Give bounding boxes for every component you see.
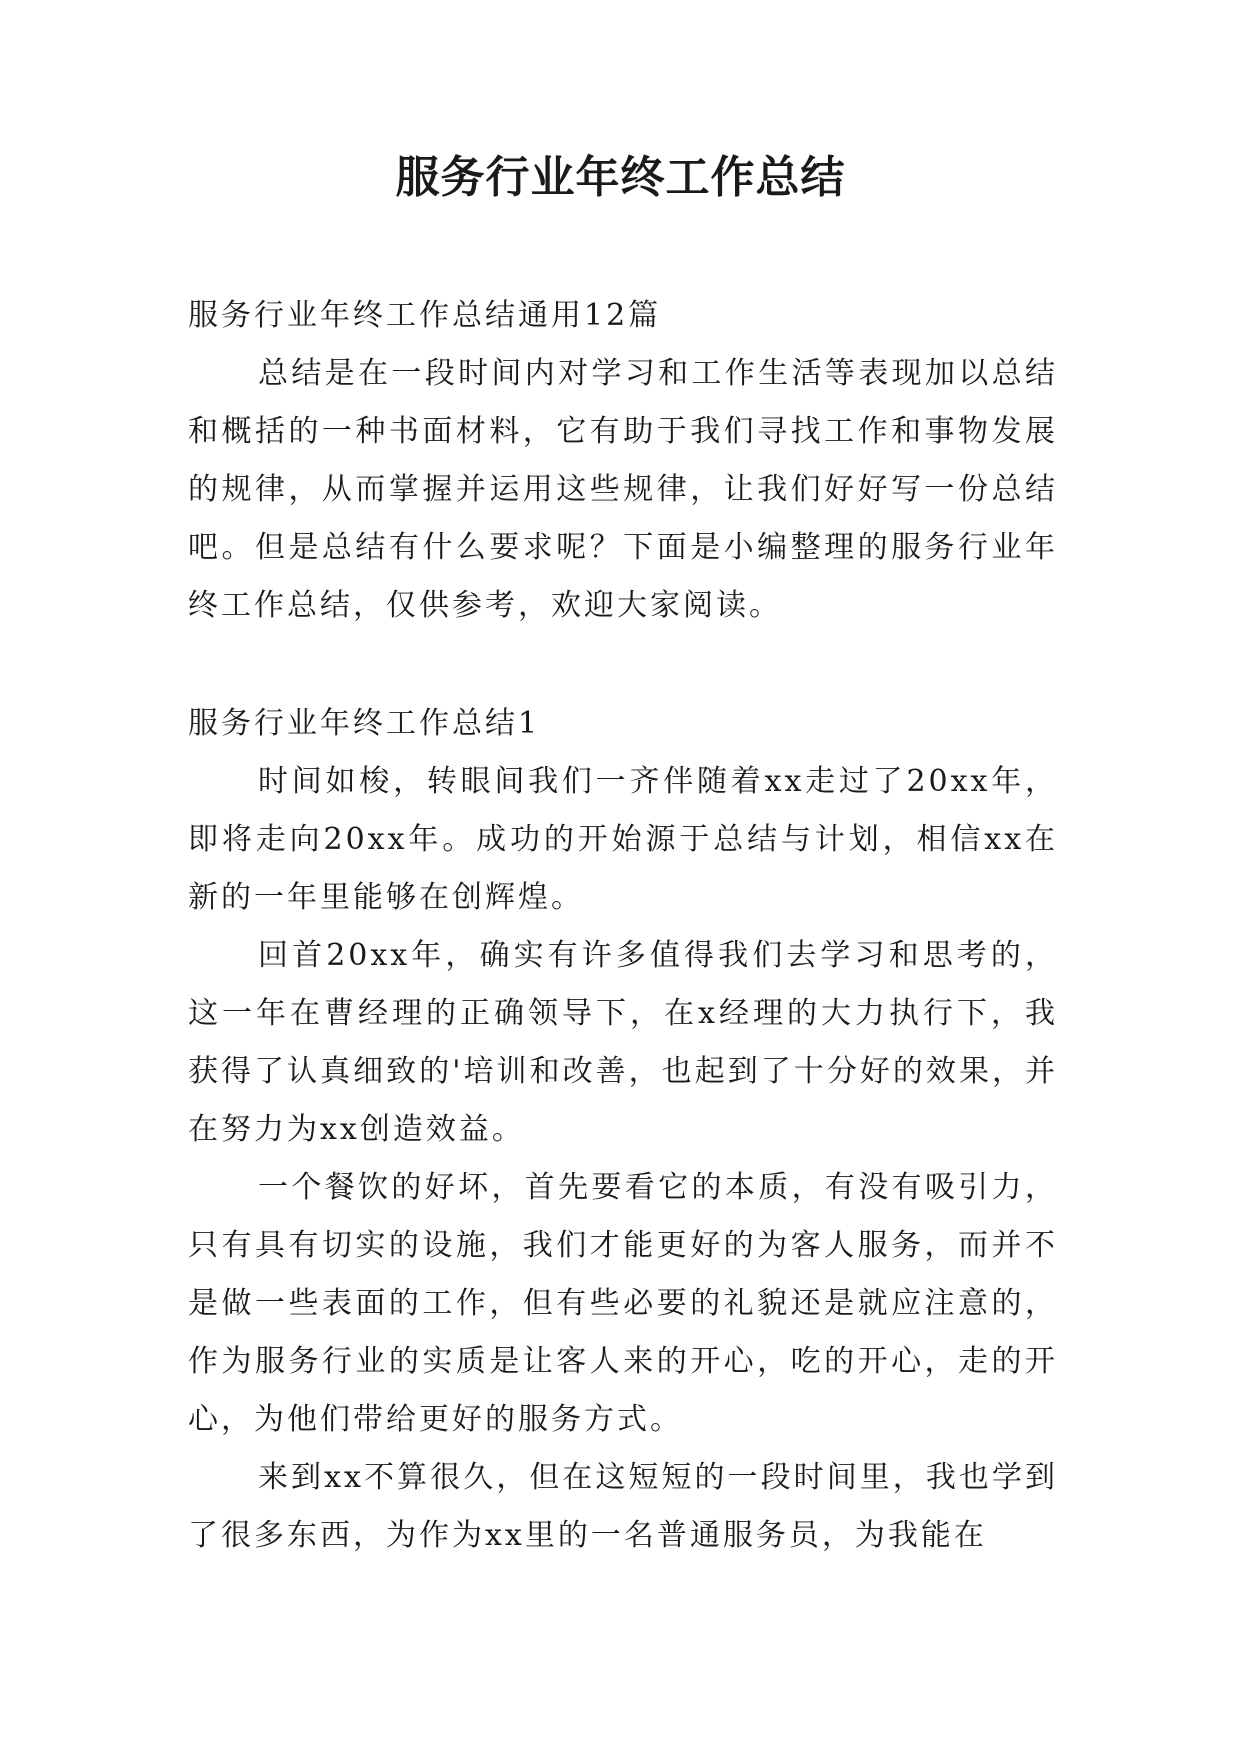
section-heading: 服务行业年终工作总结1 bbox=[188, 706, 541, 741]
body-paragraph: 时间如梭，转眼间我们一齐伴随着xx走过了20xx年，即将走向20xx年。成功的开始源于总结与计划，相信xx在新的一年里能够在创辉煌。 bbox=[188, 764, 1058, 915]
body-paragraph: 回首20xx年，确实有许多值得我们去学习和思考的，这一年在曹经理的正确领导下，在x经理的大力执行下，我获得了认真细致的'培训和改善，也起到了十分好的效果，并在努力为xx创造效益。 bbox=[188, 938, 1058, 1147]
intro-paragraph: 总结是在一段时间内对学习和工作生活等表现加以总结和概括的一种书面材料，它有助于我们寻找工作和事物发展的规律，从而掌握并运用这些规律，让我们好好写一份总结吧。但是总结有什么要求呢？下面是小编整理的服务行业年终工作总结，仅供参考，欢迎大家阅读。 bbox=[188, 356, 1058, 623]
page-title: 服务行业年终工作总结 bbox=[395, 152, 846, 203]
document-body bbox=[188, 287, 1058, 1565]
body-paragraph: 来到xx不算很久，但在这短短的一段时间里，我也学到了很多东西，为作为xx里的一名普通服务员，为我能在 bbox=[188, 1460, 1058, 1553]
intro-heading: 服务行业年终工作总结通用12篇 bbox=[188, 298, 662, 333]
section-spacer bbox=[188, 635, 1058, 695]
body-paragraph: 一个餐饮的好坏，首先要看它的本质，有没有吸引力，只有具有切实的设施，我们才能更好的为客人服务，而并不是做一些表面的工作，但有些必要的礼貌还是就应注意的，作为服务行业的实质是让客人来的开心，吃的开心，走的开心，为他们带给更好的服务方式。 bbox=[188, 1170, 1058, 1437]
